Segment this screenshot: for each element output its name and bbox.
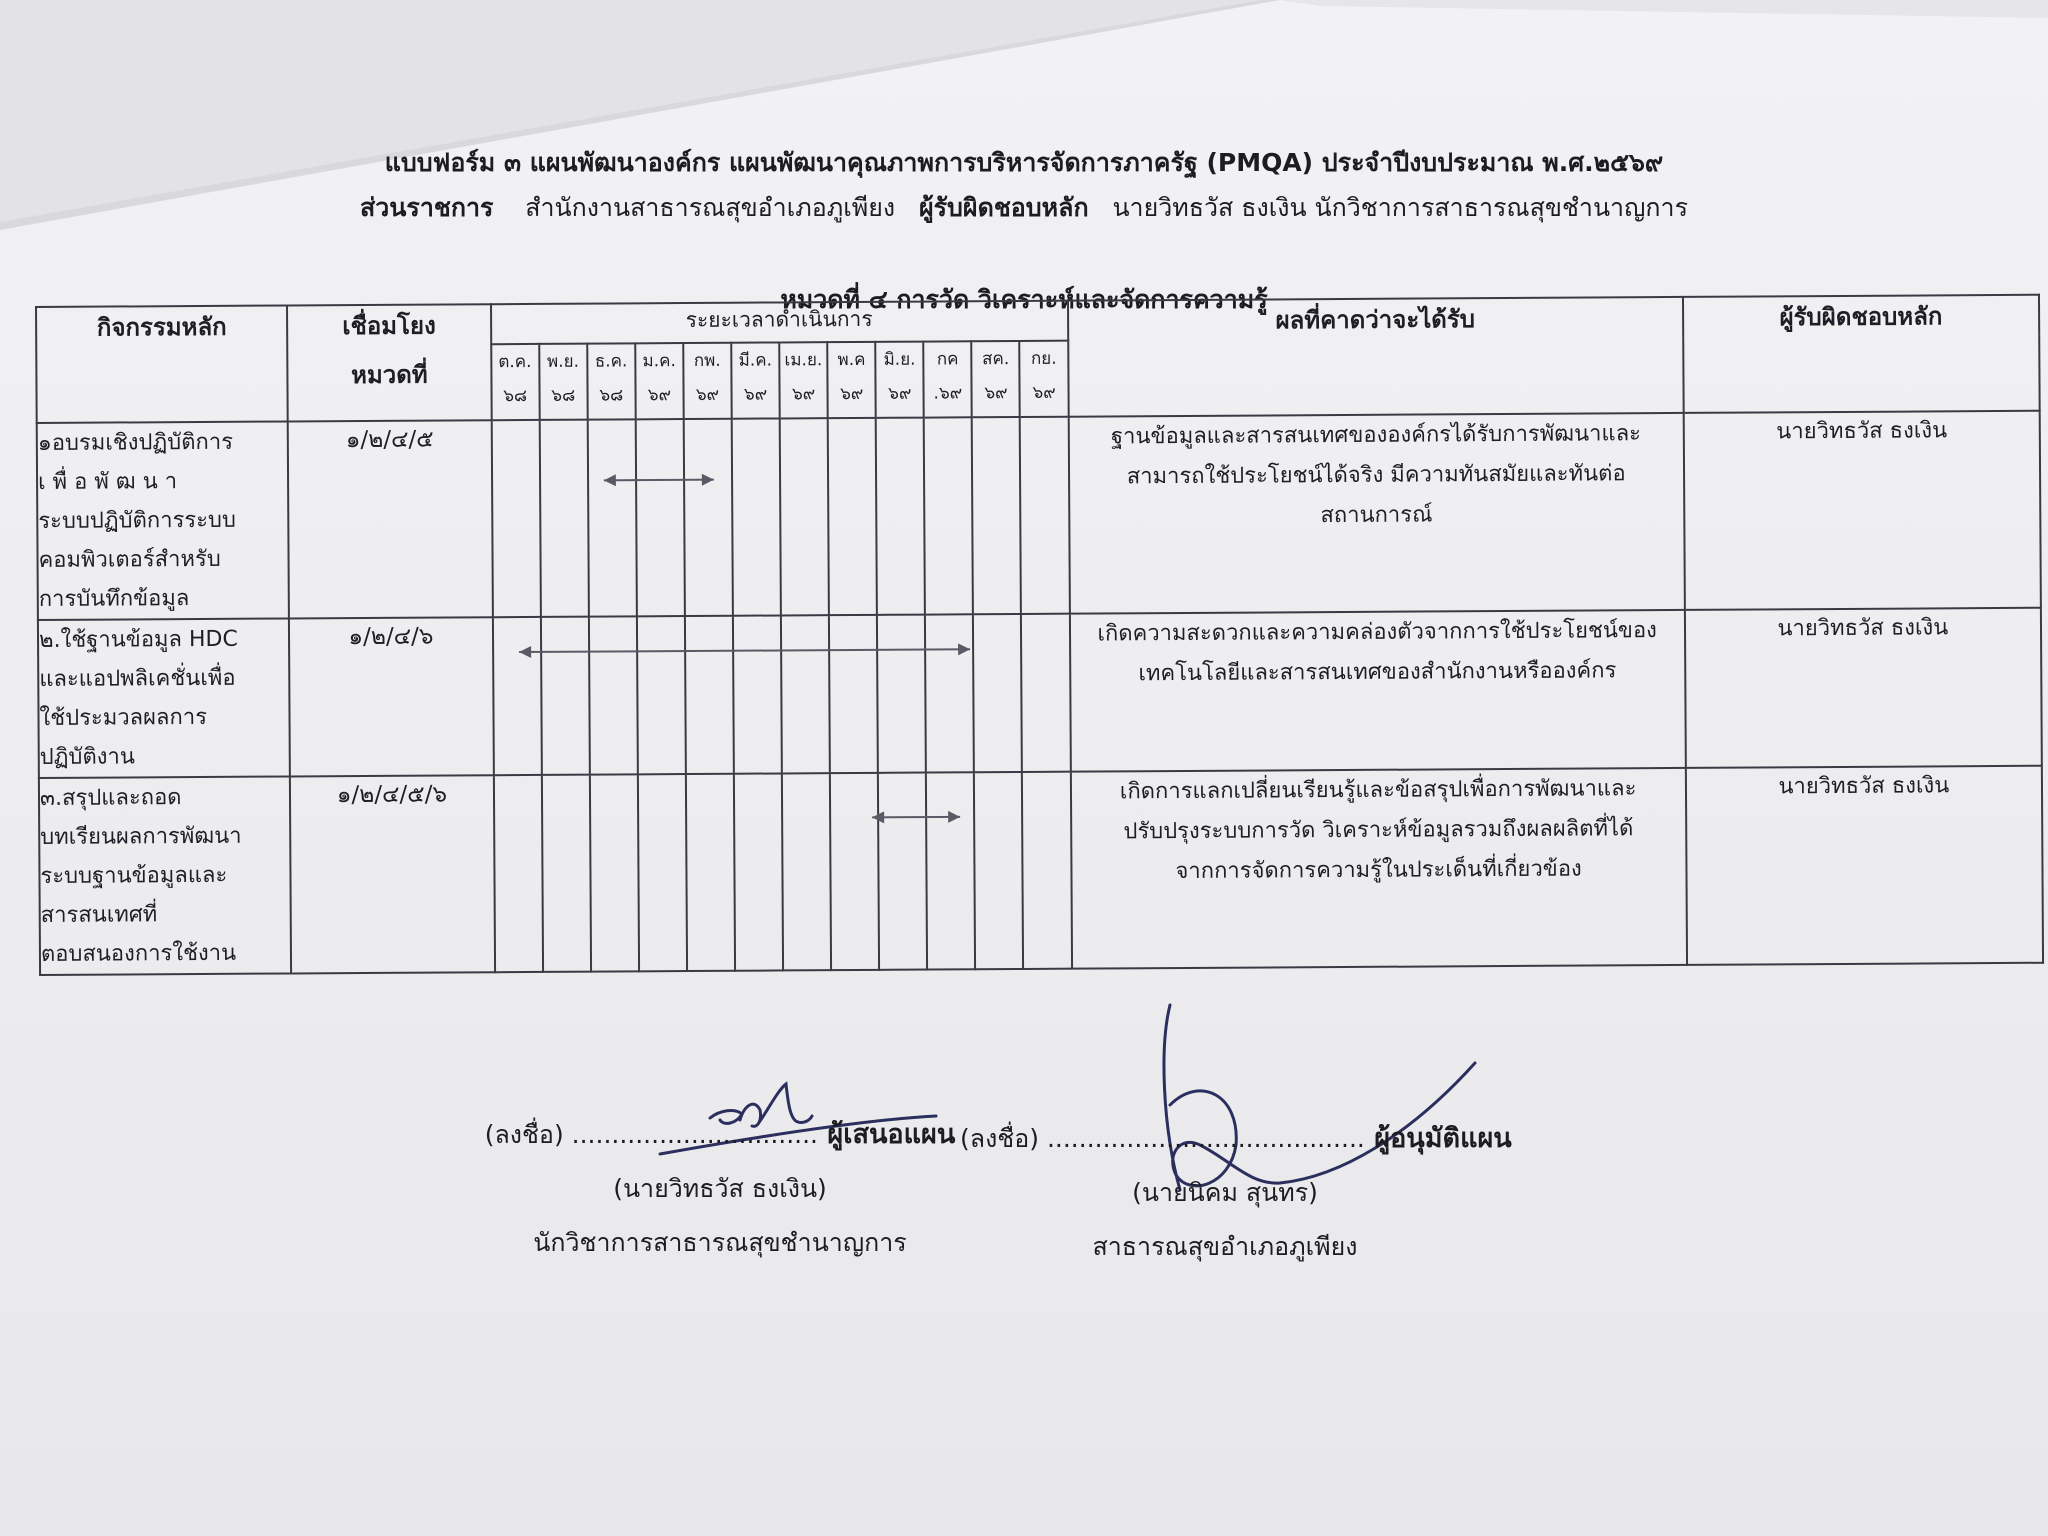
- signature-area: [0, 1080, 2048, 1280]
- month-year: ๖๙: [888, 383, 912, 404]
- result-cell: [1070, 768, 1686, 969]
- month-label: ต.ค.: [498, 351, 532, 373]
- activity-line: สารสนเทศที่: [40, 902, 158, 928]
- month-cell: [973, 614, 1022, 772]
- result-line: สถานการณ์: [1320, 502, 1433, 529]
- month-year: ๖๙: [1032, 382, 1056, 403]
- month-cell: [926, 772, 975, 969]
- month-cell: [1021, 614, 1070, 772]
- month-cell: [638, 774, 687, 971]
- proposer-signature-block: [480, 1112, 960, 1263]
- owner-cell: นายวิทธวัส ธงเงิน: [1686, 766, 2043, 965]
- month-year: ๖๙: [984, 383, 1008, 404]
- approver-signature-block: [960, 1116, 1512, 1267]
- month-header: [587, 343, 636, 419]
- activity-cell: [37, 421, 290, 620]
- month-label: ธ.ค.: [594, 351, 628, 372]
- agency-value: สำนักงานสาธารณสุขอำเภอภูเพียง: [525, 193, 896, 222]
- agency-label: ส่วนราชการ: [360, 193, 494, 222]
- table-row: [37, 411, 2041, 620]
- month-cell: [781, 615, 830, 773]
- month-label: กค: [936, 349, 959, 370]
- month-cell: [493, 775, 542, 972]
- form-title: แบบฟอร์ม ๓ แผนพัฒนาองค์กร แผนพัฒนาคุณภาพการบริหารจัดการภาครัฐ (PMQA) ประจำปีงบประมาณ พ.ศ.๒๕๖๙: [384, 148, 1664, 177]
- table-row: [38, 608, 2042, 778]
- owner-cell: นายวิทธวัส ธงเงิน: [1683, 411, 2040, 610]
- month-cell: [782, 773, 831, 970]
- section-title: หมวดที่ ๔ การวัด วิเคราะห์และจัดการความรู้: [780, 285, 1268, 314]
- month-cell: [974, 772, 1023, 969]
- month-header: [539, 344, 588, 420]
- month-cell: [589, 616, 638, 774]
- approver-sign-dots: ........................................: [1046, 1124, 1365, 1153]
- approver-title: สาธารณสุขอำเภอภูเพียง: [1092, 1232, 1358, 1261]
- month-cell: [828, 418, 877, 615]
- month-cell: [541, 617, 590, 775]
- month-label: ม.ค.: [642, 351, 676, 372]
- approver-sign-prefix: (ลงชื่อ): [960, 1124, 1047, 1153]
- month-cell: [732, 418, 781, 615]
- header-link: [287, 304, 491, 421]
- month-year: ๖๙: [839, 383, 864, 405]
- month-header: [491, 344, 540, 420]
- activity-line: และแอปพลิเคชั่นเพื่อ: [39, 665, 236, 692]
- activity-cell: [38, 618, 290, 778]
- month-year: ๖๙: [695, 384, 720, 405]
- activity-line: ตอบสนองการใช้งาน: [40, 940, 237, 967]
- month-cell: [829, 615, 878, 773]
- month-label: เม.ย.: [784, 350, 823, 371]
- month-header: [779, 342, 828, 418]
- month-year: ๖๙: [791, 384, 816, 405]
- result-line: ปรับปรุงระบบการวัด วิเคราะห์ข้อมูลรวมถึงผลผลิตที่ได้: [1123, 816, 1634, 845]
- month-label: กย.: [1030, 348, 1057, 369]
- month-label: มี.ค.: [738, 350, 773, 371]
- link-cell: ๑/๒/๔/๕: [288, 420, 492, 618]
- approver-name: (นายนิคม สุนทร): [1132, 1178, 1318, 1207]
- proposer-name: (นายวิทธวัส ธงเงิน): [613, 1174, 827, 1203]
- month-cell: [733, 615, 782, 773]
- month-cell: [539, 420, 588, 617]
- owner-label: ผู้รับผิดชอบหลัก: [918, 193, 1089, 222]
- result-line: สามารถใช้ประโยชน์ได้จริง มีความทันสมัยและทันต่อ: [1126, 461, 1626, 490]
- month-year: ๖๘: [551, 385, 576, 406]
- month-cell: [587, 419, 636, 616]
- month-cell: [637, 616, 686, 774]
- month-year: ๖๙: [647, 385, 672, 406]
- proposer-sign-line: [480, 1112, 960, 1155]
- month-cell: [924, 417, 973, 614]
- month-cell: [1020, 417, 1069, 614]
- activity-line: ใช้ประมวลผลการ: [39, 704, 208, 731]
- owner-cell: นายวิทธวัส ธงเงิน: [1685, 608, 2042, 768]
- proposer-role: ผู้เสนอแผน: [818, 1119, 956, 1150]
- plan-table: [35, 294, 2044, 976]
- month-label: กพ.: [693, 350, 721, 371]
- approver-role: ผู้อนุมัติแผน: [1364, 1123, 1512, 1154]
- result-cell: [1068, 413, 1684, 614]
- month-year: .๖๙: [933, 383, 963, 404]
- result-line: เกิดการแลกเปลี่ยนเรียนรู้และข้อสรุปเพื่อการพัฒนาและ: [1119, 776, 1637, 805]
- month-cell: [685, 616, 734, 774]
- result-line: เกิดความสะดวกและความคล่องตัวจากการใช้ประโยชน์ของ: [1097, 618, 1657, 647]
- month-cell: [684, 419, 733, 616]
- month-cell: [635, 419, 684, 616]
- month-header: [683, 343, 732, 419]
- proposer-title: นักวิชาการสาธารณสุขชำนาญการ: [533, 1228, 907, 1257]
- month-header: [1020, 341, 1069, 417]
- month-cell: [491, 420, 540, 617]
- result-line: ฐานข้อมูลและสารสนเทศขององค์กรได้รับการพัฒนาและ: [1110, 421, 1642, 450]
- month-cell: [972, 417, 1021, 614]
- plan-table-body: [37, 411, 2043, 975]
- month-cell: [876, 418, 925, 615]
- plan-table-wrapper: [35, 294, 2044, 976]
- month-cell: [925, 614, 974, 772]
- approver-sign-line: [960, 1116, 1512, 1159]
- header-result: ผลที่คาดว่าจะได้รับ: [1068, 297, 1684, 417]
- month-cell: [830, 773, 879, 970]
- result-cell: [1069, 610, 1685, 772]
- month-cell: [877, 615, 926, 773]
- month-label: พ.ย.: [546, 351, 580, 372]
- month-cell: [780, 418, 829, 615]
- month-year: ๖๙: [743, 384, 768, 405]
- activity-line: ๑อบรมเชิงปฏิบัติการ: [37, 429, 234, 456]
- activity-line: การบันทึกข้อมูล: [38, 586, 190, 612]
- header-activity: กิจกรรมหลัก: [36, 305, 288, 423]
- month-cell: [492, 617, 541, 775]
- table-row: [39, 766, 2043, 975]
- proposer-sign-dots: ...............................: [571, 1120, 819, 1149]
- activity-line: คอมพิวเตอร์สำหรับ: [38, 546, 221, 573]
- result-line: เทคโนโลยีและสารสนเทศของสำนักงานหรือองค์กร: [1138, 658, 1617, 687]
- month-cell: [734, 773, 783, 970]
- month-header: [731, 342, 780, 418]
- proposer-sign-prefix: (ลงชื่อ): [484, 1120, 572, 1149]
- result-line: จากการจัดการความรู้ในประเด็นที่เกี่ยวข้อง: [1175, 856, 1582, 885]
- header-link-line2: หมวดที่: [350, 360, 428, 390]
- header-link-line1: เชื่อมโยง: [342, 311, 436, 341]
- activity-line: ระบบฐานข้อมูลและ: [40, 862, 228, 889]
- month-label: พ.ค: [837, 349, 866, 371]
- month-year: ๖๘: [503, 385, 528, 407]
- month-header: [875, 342, 924, 418]
- activity-line: ปฏิบัติงาน: [39, 744, 135, 770]
- month-cell: [878, 773, 927, 970]
- activity-cell: [39, 776, 292, 975]
- link-cell: ๑/๒/๔/๕/๖: [290, 775, 494, 973]
- month-year: ๖๘: [599, 385, 624, 406]
- month-cell: [541, 775, 590, 972]
- month-label: สค.: [982, 349, 1010, 370]
- link-cell: ๑/๒/๔/๖: [289, 617, 493, 776]
- agency-line: [0, 188, 2048, 228]
- month-cell: [1022, 772, 1071, 969]
- month-header: [827, 342, 876, 418]
- activity-line: ๓.สรุปและถอด: [39, 785, 182, 811]
- owner-value: นายวิทธวัส ธงเงิน นักวิชาการสาธารณสุขชำนาญการ: [1112, 193, 1688, 222]
- month-cell: [686, 774, 735, 971]
- activity-line: ๒.ใช้ฐานข้อมูล HDC: [38, 626, 238, 653]
- month-header: [635, 343, 684, 419]
- month-cell: [590, 774, 639, 971]
- activity-line: เ พื่ อ พั ฒ น า: [38, 469, 178, 495]
- month-header: [923, 341, 972, 417]
- header-owner: ผู้รับผิดชอบหลัก: [1683, 295, 2040, 413]
- header-period: ระยะเวลาดำเนินการ: [491, 301, 1068, 345]
- activity-line: บทเรียนผลการพัฒนา: [40, 823, 242, 850]
- month-label: มิ.ย.: [883, 349, 916, 370]
- month-header: [972, 341, 1021, 417]
- activity-line: ระบบปฏิบัติการระบบ: [38, 507, 236, 534]
